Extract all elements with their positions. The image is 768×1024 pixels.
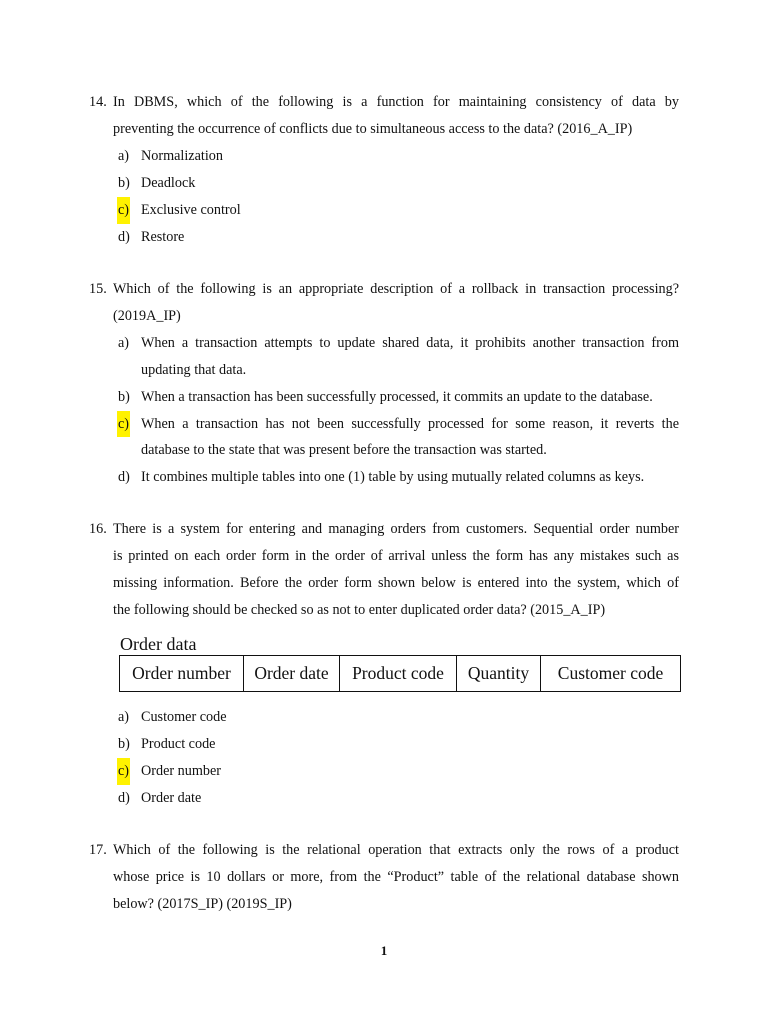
option-a <box>89 143 679 170</box>
option-letter: a) <box>118 334 130 351</box>
option-text: updating that data. <box>141 361 247 378</box>
option-text: Order number <box>141 762 221 779</box>
question-text: There is a system for entering and managing orders from customers. Sequential order number <box>113 521 679 537</box>
question-text: missing information. Before the order form shown below is entered into the system, which of <box>113 574 679 591</box>
question-number: 16. <box>89 521 107 537</box>
option-text: Exclusive control <box>141 201 241 218</box>
table-header-cell: Order date <box>244 656 340 691</box>
option-d <box>89 224 679 251</box>
question-16-options <box>89 704 679 812</box>
option-letter: d) <box>118 469 130 486</box>
option-a <box>89 704 679 731</box>
question-15 <box>89 276 679 491</box>
option-text: Order date <box>141 789 202 806</box>
option-b <box>89 384 679 411</box>
option-letter: b) <box>118 174 130 191</box>
option-c <box>89 411 679 438</box>
option-text: database to the state that was present before the transaction was started. <box>141 442 547 459</box>
order-data-title: Order data <box>120 634 197 654</box>
option-text: When a transaction attempts to update shared data, it prohibits another transaction from <box>141 334 679 351</box>
option-letter: d) <box>118 228 130 245</box>
option-text: Product code <box>141 735 216 752</box>
question-text: Which of the following is the relational operation that extracts only the rows of a product <box>113 842 679 858</box>
option-c <box>89 758 679 785</box>
option-b <box>89 170 679 197</box>
question-text: below? (2017S_IP) (2019S_IP) <box>113 895 292 912</box>
option-letter: a) <box>118 709 130 725</box>
question-text: whose price is 10 dollars or more, from the “Product” table of the relational database shown <box>113 868 679 885</box>
question-14 <box>89 89 679 250</box>
highlighted-answer-marker: c) <box>117 758 130 785</box>
question-number: 15. <box>89 281 107 297</box>
question-number: 14. <box>89 94 107 110</box>
option-text: When a transaction has been successfully processed, it commits an update to the database. <box>141 388 653 405</box>
option-text: It combines multiple tables into one (1) table by using mutually related columns as keys. <box>141 469 645 486</box>
option-b <box>89 731 679 758</box>
table-header-cell: Order number <box>120 656 244 691</box>
option-text: Restore <box>141 228 185 245</box>
question-text: the following should be checked so as not to enter duplicated order data? (2015_A_IP) <box>113 601 606 618</box>
option-letter: b) <box>118 735 130 752</box>
table-header-cell: Quantity <box>457 656 541 691</box>
table-header-cell: Product code <box>340 656 457 691</box>
question-text: (2019A_IP) <box>113 307 181 324</box>
option-d <box>89 464 679 491</box>
question-text: Which of the following is an appropriate description of a rollback in transaction processing? <box>113 281 679 297</box>
option-letter: b) <box>118 388 130 405</box>
highlighted-answer-marker: c) <box>117 411 130 438</box>
option-c <box>89 197 679 224</box>
option-a <box>89 330 679 357</box>
order-data-table <box>119 655 681 692</box>
option-d <box>89 785 679 812</box>
option-letter: a) <box>118 147 130 164</box>
option-letter: d) <box>118 789 130 806</box>
option-text: Deadlock <box>141 174 196 191</box>
question-text: is printed on each order form in the order of arrival unless the form has any mistakes such as <box>113 547 679 564</box>
question-17 <box>89 837 679 918</box>
question-text: preventing the occurrence of conflicts due to simultaneous access to the data? (2016_A_IP) <box>113 120 633 137</box>
table-header-cell: Customer code <box>557 663 664 683</box>
option-text: Customer code <box>141 709 227 725</box>
question-16 <box>89 516 679 624</box>
option-text: When a transaction has not been successfully processed for some reason, it reverts the <box>141 415 679 432</box>
page-number: 1 <box>380 943 388 958</box>
question-text: In DBMS, which of the following is a function for maintaining consistency of data by <box>113 94 679 110</box>
option-text: Normalization <box>141 147 223 164</box>
highlighted-answer-marker: c) <box>117 197 130 224</box>
question-number: 17. <box>89 842 107 858</box>
